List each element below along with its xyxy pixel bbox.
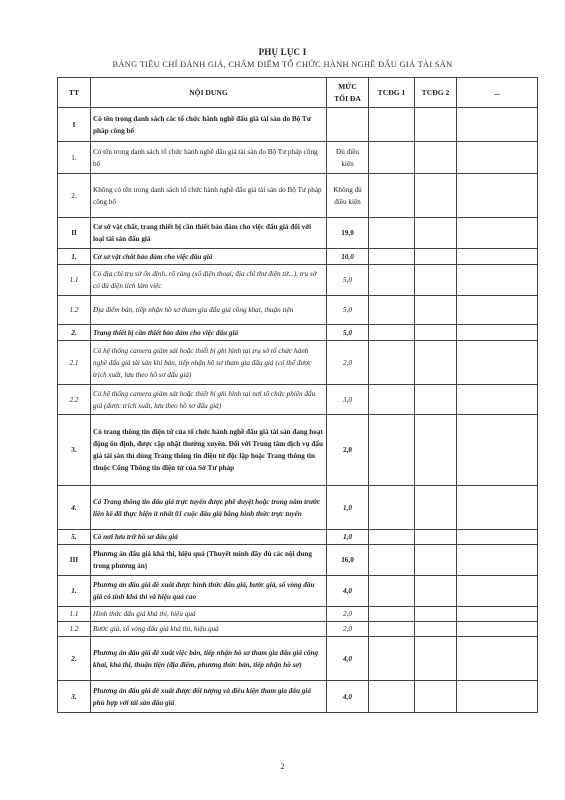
row-number: 1.1 — [58, 607, 91, 622]
row-content: Bước giá, số vòng đấu giá khả thi, hiệu quả — [91, 622, 327, 637]
row-content: Phương án đấu giá khả thi, hiệu quả (Thuyết minh đầy đủ các nội dung trong phương án) — [91, 545, 327, 576]
row-number: 1.1 — [58, 265, 91, 296]
row-tcdg1-cell — [369, 108, 415, 142]
row-number: 3. — [58, 415, 91, 486]
row-tcdg2-cell — [415, 622, 457, 637]
table-row — [58, 415, 538, 486]
table-row — [58, 142, 538, 174]
row-max-score: 2,0 — [327, 607, 369, 622]
col-max — [327, 78, 369, 108]
row-tcdg2-cell — [415, 530, 457, 545]
table-row — [58, 341, 538, 385]
row-tcdg1-cell — [369, 530, 415, 545]
row-more-cell — [457, 415, 538, 486]
row-tcdg1-cell — [369, 142, 415, 174]
appendix-title: PHỤ LỤC I — [258, 47, 307, 57]
row-max-score: 5,0 — [327, 296, 369, 325]
row-tcdg2-cell — [415, 108, 457, 142]
table-row — [58, 108, 538, 142]
row-tcdg2-cell — [415, 296, 457, 325]
row-number: 1.2 — [58, 296, 91, 325]
row-number: 1.2 — [58, 622, 91, 637]
header-row — [58, 78, 538, 108]
row-number: III — [58, 545, 91, 576]
table-row — [58, 545, 538, 576]
table-row — [58, 249, 538, 265]
row-number: 1. — [58, 249, 91, 265]
row-tcdg1-cell — [369, 325, 415, 341]
row-content: Phương án đấu giá đề xuất được hình thức đấu giá, bước giá, số vòng đấu giá có tính khả thi và hiệu quả cao — [91, 576, 327, 607]
row-content: Có tên trong danh sách các tổ chức hành nghề đấu giá tài sản do Bộ Tư pháp công bố — [91, 108, 327, 142]
table-row — [58, 325, 538, 341]
row-tcdg2-cell — [415, 607, 457, 622]
page-number: 2 — [280, 762, 285, 771]
col-max-line1: MỨC — [338, 81, 357, 91]
table-row — [58, 174, 538, 218]
row-tcdg2-cell — [415, 415, 457, 486]
row-more-cell — [457, 545, 538, 576]
row-more-cell — [457, 174, 538, 218]
table-row — [58, 637, 538, 681]
row-number: 2.2 — [58, 385, 91, 415]
row-tcdg1-cell — [369, 174, 415, 218]
table-row — [58, 576, 538, 607]
row-tcdg1-cell — [369, 218, 415, 249]
row-max-score: 4,0 — [327, 576, 369, 607]
row-max-score: 2,0 — [327, 415, 369, 486]
row-more-cell — [457, 530, 538, 545]
row-number: 5. — [58, 530, 91, 545]
table-row — [58, 622, 538, 637]
row-more-cell — [457, 218, 538, 249]
row-number: II — [58, 218, 91, 249]
row-tcdg2-cell — [415, 265, 457, 296]
row-number: 2. — [58, 174, 91, 218]
row-tcdg2-cell — [415, 249, 457, 265]
row-content: Có hệ thống camera giám sát hoặc thiết bị ghi hình tại trụ sở tổ chức hành nghề đấu giá tài sản khi bán, tiếp nhận hồ sơ tham gia đấu giá (có thể được trích xuất, lưu theo hồ sơ đấu giá) — [91, 341, 327, 385]
row-max-score: 4,0 — [327, 681, 369, 713]
row-tcdg1-cell — [369, 637, 415, 681]
table-row — [58, 265, 538, 296]
row-tcdg2-cell — [415, 486, 457, 530]
row-tcdg2-cell — [415, 142, 457, 174]
row-number: 2.1 — [58, 341, 91, 385]
row-more-cell — [457, 607, 538, 622]
row-content: Có địa chỉ trụ sở ổn định, rõ ràng (số điện thoại, địa chỉ thư điện tử...), trụ sở có đủ diện tích làm việc — [91, 265, 327, 296]
row-number: 4. — [58, 486, 91, 530]
row-more-cell — [457, 576, 538, 607]
row-max-score: 1,0 — [327, 486, 369, 530]
table-row — [58, 385, 538, 415]
table-row — [58, 681, 538, 713]
row-tcdg1-cell — [369, 265, 415, 296]
row-number: I — [58, 108, 91, 142]
table-row — [58, 218, 538, 249]
col-max-line2: TỐI ĐA — [334, 93, 361, 103]
row-more-cell — [457, 681, 538, 713]
table-row — [58, 607, 538, 622]
row-max-score: 2,0 — [327, 622, 369, 637]
row-more-cell — [457, 622, 538, 637]
row-max-score: 10,0 — [327, 249, 369, 265]
row-more-cell — [457, 325, 538, 341]
row-more-cell — [457, 142, 538, 174]
col-tcdg1: TCĐG 1 — [369, 78, 415, 108]
table-row — [58, 530, 538, 545]
row-max-score — [327, 108, 369, 142]
row-content: Cơ sở vật chất, trang thiết bị cần thiết bảo đảm cho việc đấu giá đối với loại tài sản đấu giá — [91, 218, 327, 249]
row-max-score: 2,0 — [327, 341, 369, 385]
row-tcdg2-cell — [415, 385, 457, 415]
table-row — [58, 296, 538, 325]
row-content: Trang thiết bị cần thiết bảo đảm cho việc đấu giá — [91, 325, 327, 341]
row-more-cell — [457, 637, 538, 681]
row-number: 2. — [58, 637, 91, 681]
col-tt: TT — [58, 78, 91, 108]
row-tcdg2-cell — [415, 545, 457, 576]
row-max-score: 4,0 — [327, 637, 369, 681]
row-tcdg1-cell — [369, 341, 415, 385]
row-tcdg1-cell — [369, 576, 415, 607]
row-more-cell — [457, 249, 538, 265]
row-content: Không có tên trong danh sách tổ chức hành nghề đấu giá tài sản do Bộ Tư pháp công bố — [91, 174, 327, 218]
row-tcdg2-cell — [415, 576, 457, 607]
row-tcdg1-cell — [369, 249, 415, 265]
row-max-score: Không đủ điều kiện — [327, 174, 369, 218]
col-tcdg2: TCĐG 2 — [415, 78, 457, 108]
row-max-score: 3,0 — [327, 385, 369, 415]
row-content: Địa điểm bán, tiếp nhận hồ sơ tham gia đấu giá công khai, thuận tiện — [91, 296, 327, 325]
row-tcdg1-cell — [369, 622, 415, 637]
row-content: Hình thức đấu giá khả thi, hiệu quả — [91, 607, 327, 622]
row-content: Có hệ thống camera giám sát hoặc thiết bị ghi hình tại nơi tổ chức phiên đấu giá (được trích xuất, lưu theo hồ sơ đấu giá) — [91, 385, 327, 415]
row-number: 2. — [58, 325, 91, 341]
row-tcdg1-cell — [369, 681, 415, 713]
row-more-cell — [457, 265, 538, 296]
row-tcdg1-cell — [369, 486, 415, 530]
row-number: 1. — [58, 142, 91, 174]
row-tcdg1-cell — [369, 545, 415, 576]
row-more-cell — [457, 341, 538, 385]
row-tcdg1-cell — [369, 607, 415, 622]
row-max-score: 19,0 — [327, 218, 369, 249]
row-content: Có trang thông tin điện tử của tổ chức hành nghề đấu giá tài sản đang hoạt động ổn định, được cập nhật thường xuyên. Đối với Trung tâm dịch vụ đấu giá tài sản thì dùng Trang thông tin điện tử độc lập hoặc Trang thông tin thuộc Cổng Thông tin điện tử của Sở Tư pháp — [91, 415, 327, 486]
row-tcdg2-cell — [415, 637, 457, 681]
row-more-cell — [457, 486, 538, 530]
col-more: ... — [457, 78, 538, 108]
row-content: Có tên trong danh sách tổ chức hành nghề đấu giá tài sản do Bộ Tư pháp công bố — [91, 142, 327, 174]
row-tcdg2-cell — [415, 325, 457, 341]
row-number: 1. — [58, 576, 91, 607]
col-content: NỘI DUNG — [91, 78, 327, 108]
row-content: Cơ sở vật chất bảo đảm cho việc đấu giá — [91, 249, 327, 265]
row-tcdg2-cell — [415, 174, 457, 218]
row-tcdg2-cell — [415, 218, 457, 249]
row-max-score: 5,0 — [327, 325, 369, 341]
row-tcdg2-cell — [415, 341, 457, 385]
row-max-score: Đủ điều kiện — [327, 142, 369, 174]
row-max-score: 1,0 — [327, 530, 369, 545]
row-more-cell — [457, 296, 538, 325]
row-more-cell — [457, 385, 538, 415]
row-content: Có nơi lưu trữ hồ sơ đấu giá — [91, 530, 327, 545]
row-content: Có Trang thông tin đấu giá trực tuyến được phê duyệt hoặc trong năm trước liền kề đã thực hiện ít nhất 01 cuộc đấu giá bằng hình thức trực tuyến — [91, 486, 327, 530]
table-body — [58, 108, 538, 713]
row-tcdg2-cell — [415, 681, 457, 713]
row-tcdg1-cell — [369, 385, 415, 415]
row-content: Phương án đấu giá đề xuất việc bán, tiếp nhận hồ sơ tham gia đấu giá công khai, khả thi, thuận tiện (địa điểm, phương thức bán, tiếp nhận hồ sơ) — [91, 637, 327, 681]
table-row — [58, 486, 538, 530]
row-tcdg1-cell — [369, 415, 415, 486]
criteria-table — [57, 77, 538, 713]
row-max-score: 5,0 — [327, 265, 369, 296]
table-subtitle: BẢNG TIÊU CHÍ ĐÁNH GIÁ, CHẤM ĐIỂM TỔ CHỨC HÀNH NGHỀ ĐẤU GIÁ TÀI SẢN — [112, 60, 453, 69]
row-max-score: 16,0 — [327, 545, 369, 576]
row-tcdg1-cell — [369, 296, 415, 325]
row-number: 3. — [58, 681, 91, 713]
row-content: Phương án đấu giá đề xuất được đối tượng và điều kiện tham gia đấu giá phù hợp với tài sản đấu giá — [91, 681, 327, 713]
row-more-cell — [457, 108, 538, 142]
